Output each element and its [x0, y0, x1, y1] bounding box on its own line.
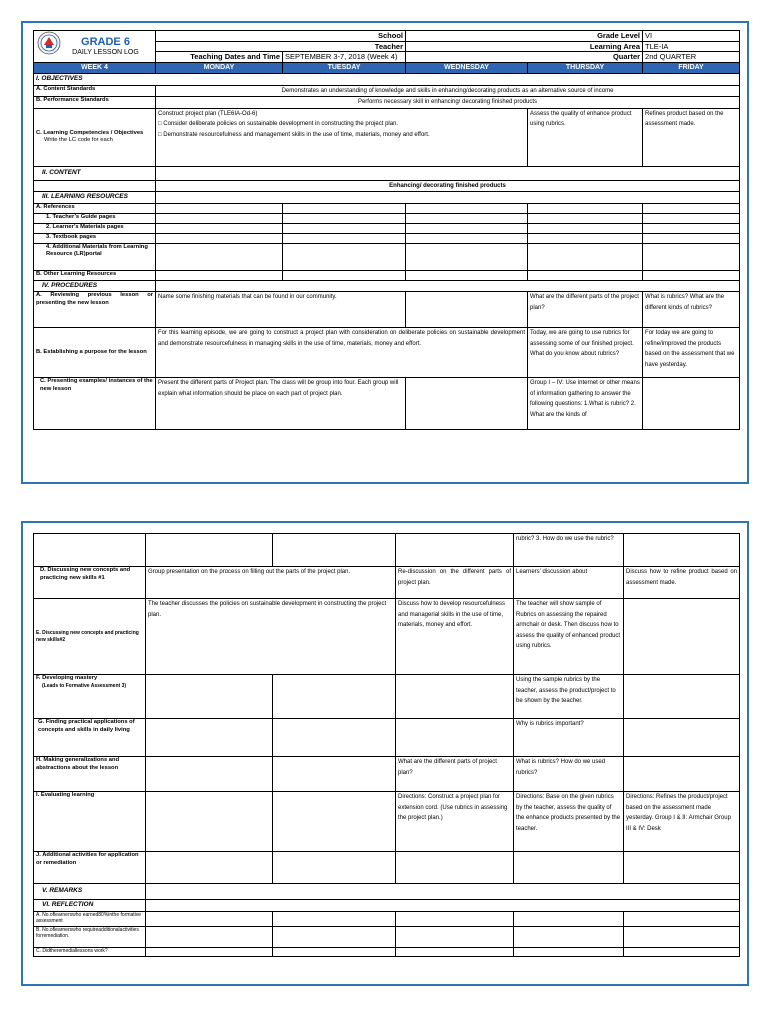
proc-e-monday: The teacher discusses the policies on sustainable development in constructing the project plan. — [146, 599, 396, 675]
proc-a-thursday: What are the different parts of the project plan? — [528, 292, 643, 328]
proc-c-label: C. Presenting examples/ instances of the new lesson — [34, 378, 156, 430]
learners-materials-label: 2. Learner’s Materials pages — [34, 223, 156, 233]
competencies-label: C. Learning Competencies / Objectives — [36, 129, 144, 136]
proc-c-thursday: Group I – IV: Use internet or other means of information gathering to answer the following questions: 1.What is rubric? 2. What are the kinds of — [528, 378, 643, 430]
proc-a-label: A. Reviewing previous lesson or presenting the new lesson — [34, 292, 156, 328]
reflection-c-label: C. Didtheremediallessons work? — [34, 947, 146, 956]
week-header: WEEK 4 — [34, 62, 156, 74]
competencies-cell — [34, 108, 156, 166]
proc-i-wednesday: Directions: Construct a project plan for extension cord. (Use rubrics in assessing the project plan.) — [396, 792, 514, 852]
learning-area-label: Learning Area — [406, 41, 643, 52]
proc-b-thursday: Today, we are going to use rubrics for assessing some of our finished project. What do you know about rubrics? — [528, 328, 643, 378]
proc-d-thursday: Learners’ discussion about — [514, 567, 624, 599]
proc-d-friday: Discuss how to refine product based on assessment made. — [624, 567, 740, 599]
objectives-heading: I. OBJECTIVES — [34, 74, 740, 86]
textbook-pages-label: 3. Textbook pages — [34, 233, 156, 243]
day-header-tuesday: TUESDAY — [283, 62, 406, 74]
additional-materials-label: 4. Additional Materials from Learning Resource (LR)portal — [34, 243, 156, 270]
proc-b-label: B. Establishing a purpose for the lesson — [34, 328, 156, 378]
grade-level-label: Grade Level — [406, 31, 643, 42]
proc-b-monday: For this learning episode, we are going to construct a project plan with consideration on deliberate policies on sustainable development and demonstrate resourcefulness in managing skills in the use of time, materials, money and effort. — [156, 328, 528, 378]
proc-d-wednesday: Re-discussion on the different parts of project plan. — [396, 567, 514, 599]
competencies-thursday: Assess the quality of enhance product using rubrics. — [528, 108, 643, 166]
proc-d-label: D. Discussing new concepts and practicing new skills #1 — [34, 567, 146, 599]
procedures-heading: IV. PROCEDURES — [34, 280, 156, 292]
quarter-label: Quarter — [406, 52, 643, 63]
day-header-wednesday: WEDNESDAY — [406, 62, 528, 74]
lesson-log-table-2 — [33, 533, 740, 957]
competencies-monday-cell — [156, 108, 528, 166]
reflection-heading: VI. REFLECTION — [34, 900, 146, 912]
competencies-sub: Write the LC code for each — [44, 137, 113, 143]
proc-e-wednesday: Discuss how to develop resourcefulness and managerial skills in the use of time, materials, money and effort. — [396, 599, 514, 675]
day-header-monday: MONDAY — [156, 62, 283, 74]
learning-area-value: TLE-IA — [643, 41, 740, 52]
proc-h-wednesday: What are the different parts of project plan? — [396, 757, 514, 792]
page-2 — [21, 521, 749, 986]
proc-a-friday: What is rubrics? What are the different kinds of rubrics? — [643, 292, 740, 328]
performance-standards-label: B. Performance Standards — [34, 97, 156, 109]
deped-seal-icon — [37, 31, 61, 55]
remarks-heading: V. REMARKS — [34, 884, 146, 900]
teacher-label: Teacher — [156, 41, 406, 52]
proc-a-monday: Name some finishing materials that can be found in our community. — [156, 292, 406, 328]
proc-g-thursday: Why is rubrics important? — [514, 719, 624, 757]
competencies-friday: Refines product based on the assessment made. — [643, 108, 740, 166]
proc-f-cell — [34, 675, 146, 719]
proc-i-friday: Directions: Refines the product/project based on the assessment made yesterday. Group I & II: Armchair Group III & IV: Desk — [624, 792, 740, 852]
other-resources-label: B. Other Learning Resources — [34, 270, 156, 280]
school-label: School — [156, 31, 406, 42]
day-header-friday: FRIDAY — [643, 62, 740, 74]
teachers-guide-label: 1. Teacher’s Guide pages — [34, 213, 156, 223]
competencies-mon-2: □ Consider deliberate policies on sustainable development in constructing the project plan. — [158, 121, 399, 127]
content-standards-text: Demonstrates an understanding of knowledge and skills in enhancing/decorating products as an alternative source of income — [156, 85, 740, 97]
proc-e-thursday: The teacher will show sample of Rubrics on assessing the repaired armchair or desk. Then discuss how to assess the quality of enhanced product using rubrics. — [514, 599, 624, 675]
resources-heading: III. LEARNING RESOURCES — [34, 192, 156, 204]
competencies-mon-1: Construct project plan (TLE6IA-Od-6) — [158, 110, 258, 117]
dates-value: SEPTEMBER 3-7, 2018 (Week 4) — [283, 52, 406, 63]
log-header-brand — [34, 31, 156, 63]
dates-label: Teaching Dates and Time — [156, 52, 283, 63]
reflection-a-label: A. No.oflearnerswho earned80%inthe formative assessment — [34, 911, 146, 926]
proc-e-label: E. Discussing new concepts and practicing new skills#2 — [34, 599, 146, 675]
proc-f-sub: (Leads to Formative Assessment 3) — [42, 682, 127, 689]
content-text: Enhancing/ decorating finished products — [156, 180, 740, 192]
performance-standards-text: Performs necessary skill in enhancing/ decorating finished products — [156, 97, 740, 109]
proc-b-friday: For today we are going to refine/improved the products based on the assessment that we have yesterday. — [643, 328, 740, 378]
lesson-log-table-1 — [33, 30, 740, 430]
proc-d-monday: Group presentation on the process on filling out the parts of the project plan. — [146, 567, 396, 599]
proc-g-label: G. Finding practical applications of concepts and skills in daily living — [34, 719, 146, 757]
proc-f-label: F. Developing mastery — [36, 675, 98, 681]
grade-title: GRADE 6 — [81, 35, 130, 48]
proc-j-label: J. Additional activities for application or remediation — [34, 852, 146, 884]
log-title: DAILY LESSON LOG — [72, 48, 139, 56]
competencies-mon-3: □ Demonstrate resourcefulness and management skills in the use of time, materials, money and effort. — [158, 131, 430, 138]
page-1 — [21, 21, 749, 484]
continued-thursday: rubric? 3. How do we use the rubric? — [514, 534, 624, 567]
reflection-b-label: B. No.oflearnerswho requireadditionalactivities forremediation. — [34, 926, 146, 947]
proc-f-thursday: Using the sample rubrics by the teacher, assess the product/project to be shown by the teacher. — [514, 675, 624, 719]
proc-c-monday: Present the different parts of Project plan. The class will be group into four. Each group will explain what information should be place on each part of project plan. — [156, 378, 406, 430]
proc-i-label: I. Evaluating learning — [34, 792, 146, 852]
day-header-thursday: THURSDAY — [528, 62, 643, 74]
content-standards-label: A. Content Standards — [34, 85, 156, 97]
proc-i-thursday: Directions: Base on the given rubrics by the teacher, assess the quality of the enhance products presented by the teacher. — [514, 792, 624, 852]
proc-h-thursday: What is rubrics? How do we used rubrics? — [514, 757, 624, 792]
content-heading: II. CONTENT — [34, 166, 156, 180]
grade-level-value: VI — [643, 31, 740, 42]
proc-h-label: H. Making generalizations and abstractions about the lesson — [34, 757, 146, 792]
references-label: A. References — [34, 203, 156, 213]
quarter-value: 2nd QUARTER — [643, 52, 740, 63]
